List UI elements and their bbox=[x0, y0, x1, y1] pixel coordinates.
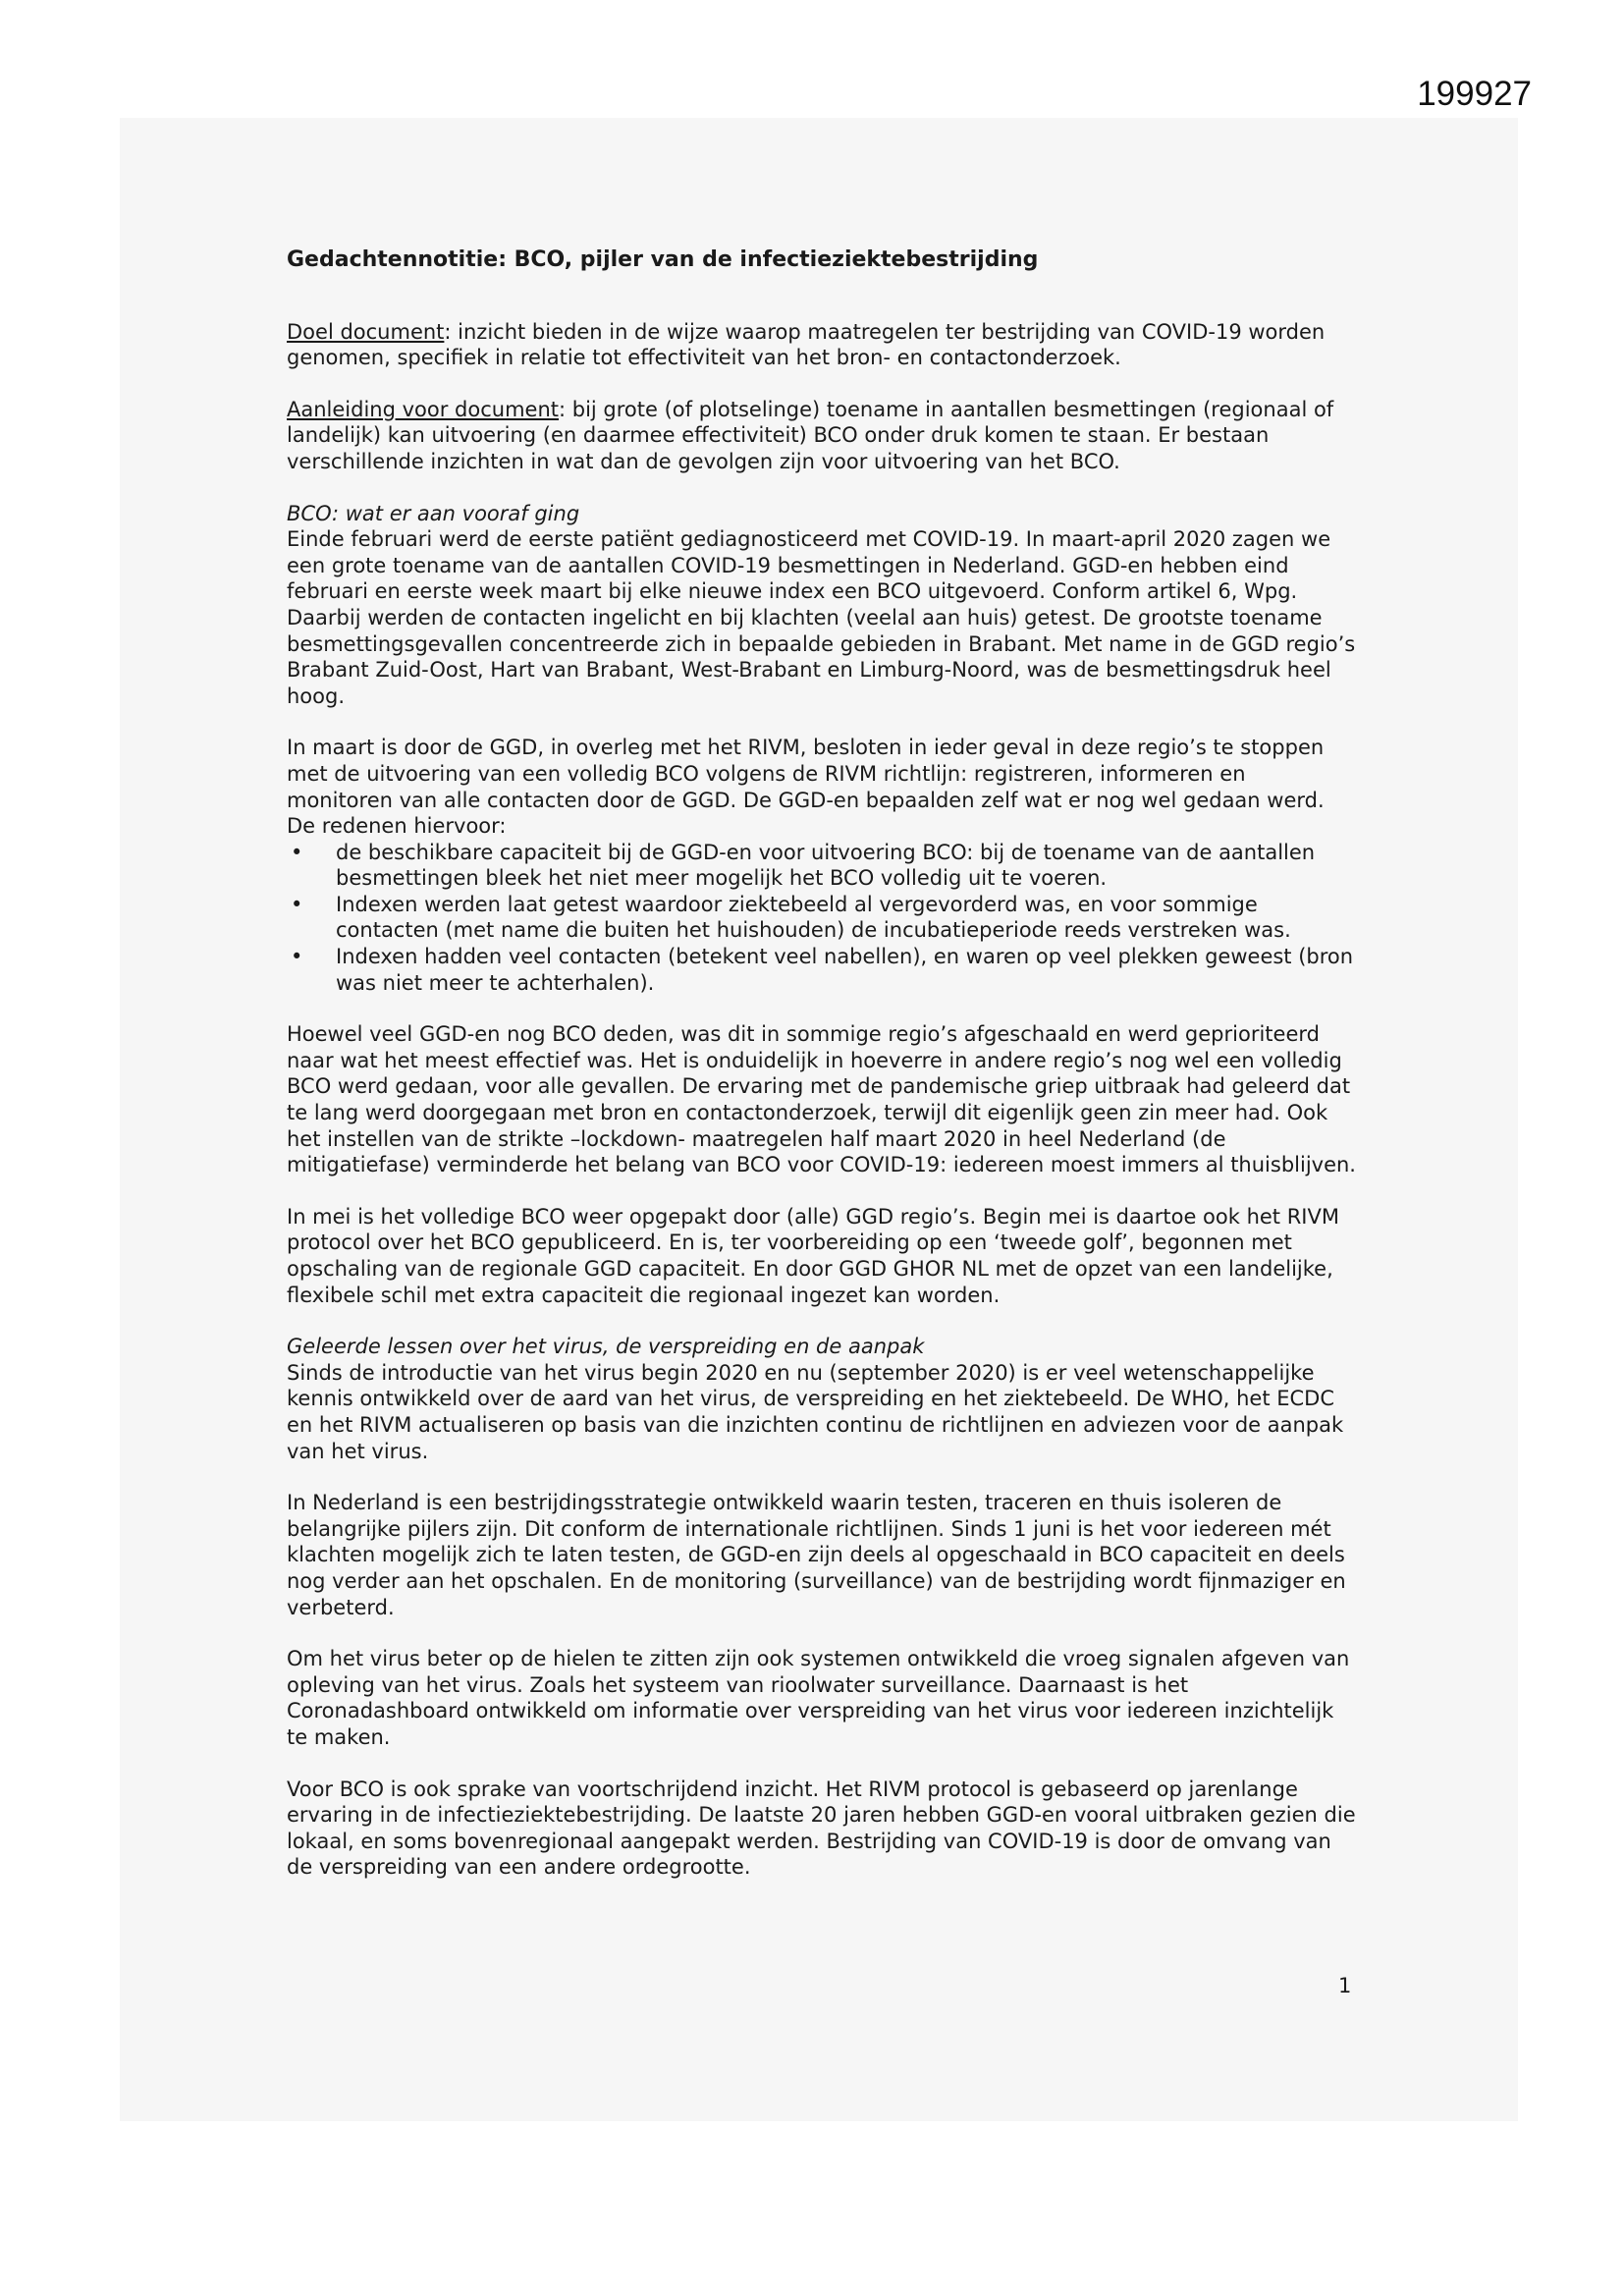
list-item: • de beschikbare capaciteit bij de GGD-en voor uitvoering BCO: bij de toename van de aantallen besmettingen bleek het niet meer mogelijk het BCO volledig uit te voeren. bbox=[287, 840, 1357, 892]
aanleiding-text: : bij grote (of plotselinge) toename in aantallen besmettingen (regionaal of landelijk) kan uitvoering (en daarmee effectiviteit) BCO onder druk komen te staan. Er bestaan verschillende inzichten in wat dan de gevolgen zijn voor uitvoering van het BCO. bbox=[287, 397, 1334, 473]
doel-label: Doel document bbox=[287, 319, 445, 344]
section2-paragraph-3: Om het virus beter op de hielen te zitten zijn ook systemen ontwikkeld die vroeg signalen afgeven van opleving van het virus. Zoals het systeem van rioolwater surveillance. Daarnaast is het Coronadashboard ontwikkeld om informatie over verspreiding van het virus voor iedereen inzichtelijk te maken. bbox=[287, 1647, 1350, 1749]
aanleiding-paragraph bbox=[287, 397, 1357, 475]
section1-paragraph-3: Hoewel veel GGD-en nog BCO deden, was dit in sommige regio’s afgeschaald en werd geprioriteerd naar wat het meest effectief was. Het is onduidelijk in hoeverre in andere regio’s nog wel een volledig BCO werd gedaan, voor alle gevallen. De ervaring met de pandemische griep uitbraak had geleerd dat te lang werd doorgegaan met bron en contactonderzoek, terwijl dit eigenlijk geen zin meer had. Ook het instellen van de strikte –lockdown- maatregelen half maart 2020 in heel Nederland (de mitigatiefase) verminderde het belang van BCO voor COVID-19: iedereen moest immers al thuisblijven. bbox=[287, 1022, 1356, 1177]
reasons-list bbox=[287, 840, 1357, 997]
section1-paragraph-4: In mei is het volledige BCO weer opgepakt door (alle) GGD regio’s. Begin mei is daartoe ook het RIVM protocol over het BCO gepubliceerd. En is, ter voorbereiding op een ‘tweede golf’, begonnen met opschaling van de regionale GGD capaciteit. En door GGD GHOR NL met de opzet van een landelijke, flexibele schil met extra capaciteit die regionaal ingezet kan worden. bbox=[287, 1204, 1339, 1307]
document-title: Gedachtennotitie: BCO, pijler van de infectieziektebestrijding bbox=[287, 247, 1039, 272]
section1-paragraph-2: In maart is door de GGD, in overleg met het RIVM, besloten in ieder geval in deze regio’s te stoppen met de uitvoering van een volledig BCO volgens de RIVM richtlijn: registreren, informeren en monitoren van alle contacten door de GGD. De GGD-en bepaalden zelf wat er nog wel gedaan werd. De redenen hiervoor: bbox=[287, 736, 1325, 839]
section1-paragraph-1: Einde februari werd de eerste patiënt gediagnosticeerd met COVID-19. In maart-april 2020 zagen we een grote toename van de aantallen COVID-19 besmettingen in Nederland. GGD-en hebben eind februari en eerste week maart bij elke nieuwe index een BCO uitgevoerd. Conform artikel 6, Wpg. Daarbij werden de contacten ingelicht en bij klachten (veelal aan huis) getest. De grootste toename besmettingsgevallen concentreerde zich in bepaalde gebieden in Brabant. Met name in de GGD regio’s Brabant Zuid-Oost, Hart van Brabant, West-Brabant en Limburg-Noord, was de besmettingsdruk heel hoog. bbox=[287, 527, 1356, 708]
list-item: • Indexen werden laat getest waardoor ziektebeeld al vergevorderd was, en voor sommige contacten (met name die buiten het huishouden) de incubatieperiode reeds verstreken was. bbox=[287, 892, 1357, 944]
document-content bbox=[287, 247, 1357, 1906]
section-heading-lessons: Geleerde lessen over het virus, de verspreiding en de aanpak bbox=[287, 1335, 925, 1359]
doel-text: : inzicht bieden in de wijze waarop maatregelen ter bestrijding van COVID-19 worden genomen, specifiek in relatie tot effectiviteit van het bron- en contactonderzoek. bbox=[287, 319, 1326, 370]
document-id: 199927 bbox=[1417, 75, 1532, 113]
section2-paragraph-2: In Nederland is een bestrijdingsstrategie ontwikkeld waarin testen, traceren en thuis isoleren de belangrijke pijlers zijn. Dit conform de internationale richtlijnen. Sinds 1 juni is het voor iedereen mét klachten mogelijk zich te laten testen, de GGD-en zijn deels al opgeschaald in BCO capaciteit en deels nog verder aan het opschalen. En de monitoring (surveillance) van de bestrijding wordt fijnmaziger en verbeterd. bbox=[287, 1491, 1346, 1619]
section2-paragraph-4: Voor BCO is ook sprake van voortschrijdend inzicht. Het RIVM protocol is gebaseerd op jarenlange ervaring in de infectieziektebestrijding. De laatste 20 jaren hebben GGD-en vooral uitbraken gezien die lokaal, en soms bovenregionaal aangepakt werden. Bestrijding van COVID-19 is door de omvang van de verspreiding van een andere ordegrootte. bbox=[287, 1777, 1356, 1880]
doel-paragraph bbox=[287, 319, 1357, 371]
page-number: 1 bbox=[1338, 1974, 1352, 1997]
list-item: • Indexen hadden veel contacten (betekent veel nabellen), en waren op veel plekken geweest (bron was niet meer te achterhalen). bbox=[287, 944, 1357, 996]
aanleiding-label: Aanleiding voor document bbox=[287, 397, 559, 421]
section2-paragraph-1: Sinds de introductie van het virus begin 2020 en nu (september 2020) is er veel wetenschappelijke kennis ontwikkeld over de aard van het virus, de verspreiding en het ziektebeeld. De WHO, het ECDC en het RIVM actualiseren op basis van die inzichten continu de richtlijnen en adviezen voor de aanpak van het virus. bbox=[287, 1360, 1344, 1463]
section-heading-bco: BCO: wat er aan vooraf ging bbox=[287, 501, 580, 525]
